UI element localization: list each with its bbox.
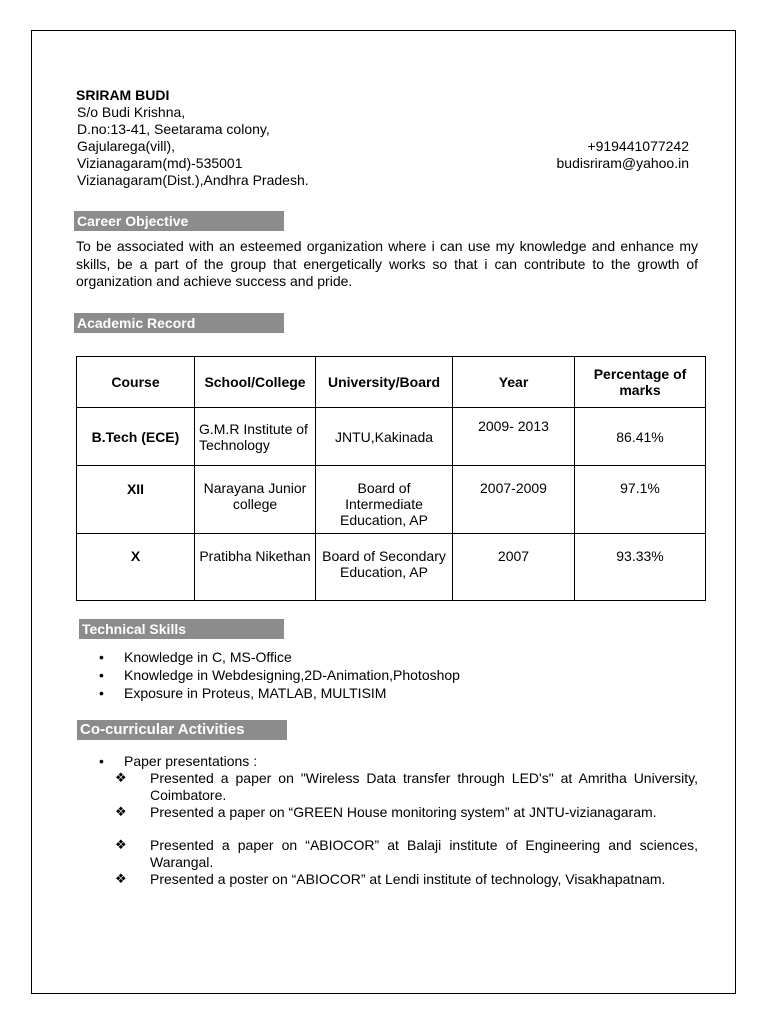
academic-table: [76, 356, 706, 601]
table-cell: 93.33%: [575, 534, 706, 601]
presentation-item: Presented a paper on “ABIOCOR” at Balaji institute of Engineering and sciences, Warangal.: [150, 837, 698, 870]
skill-item: Knowledge in Webdesigning,2D-Animation,Photoshop: [124, 667, 460, 683]
table-cell: Board of Secondary Education, AP: [316, 534, 453, 601]
table-cell: G.M.R Institute of Technology: [195, 408, 316, 466]
candidate-name: SRIRAM BUDI: [76, 87, 170, 103]
diamond-bullet-icon: ❖: [115, 770, 127, 785]
presentation-item: Presented a paper on "Wireless Data transfer through LED's" at Amritha University, Coimbatore.: [150, 770, 698, 803]
table-cell: JNTU,Kakinada: [316, 408, 453, 466]
phone-number: +919441077242: [587, 138, 689, 154]
bullet-icon: •: [99, 685, 104, 701]
bullet-icon: •: [99, 667, 104, 683]
column-header: Year: [453, 357, 575, 408]
table-cell: 2007-2009: [453, 466, 575, 534]
table-row: [77, 466, 706, 534]
academic-record-heading: Academic Record: [74, 313, 284, 333]
diamond-bullet-icon: ❖: [115, 837, 127, 852]
table-cell: Board of Intermediate Education, AP: [316, 466, 453, 534]
column-header: Percentage of marks: [575, 357, 706, 408]
table-cell: Pratibha Nikethan: [195, 534, 316, 601]
address-line: Gajularega(vill),: [77, 138, 176, 154]
skill-item: Exposure in Proteus, MATLAB, MULTISIM: [124, 685, 387, 701]
bullet-icon: •: [99, 753, 104, 769]
address-line: Vizianagaram(md)-535001: [77, 155, 243, 171]
table-cell: 86.41%: [575, 408, 706, 466]
technical-skills-heading: Technical Skills: [79, 619, 284, 639]
co-curricular-heading: Co-curricular Activities: [77, 720, 287, 740]
skill-item: Knowledge in C, MS-Office: [124, 649, 292, 665]
bullet-icon: •: [99, 649, 104, 665]
diamond-bullet-icon: ❖: [115, 804, 127, 819]
column-header: School/College: [195, 357, 316, 408]
career-objective-text: To be associated with an esteemed organization where i can use my knowledge and enhance my skills, be a part of the group that energetically works so that i can contribute to the growth of organization and achieve success and pride.: [76, 238, 698, 289]
table-row: [77, 534, 706, 601]
presentation-item: Presented a paper on “GREEN House monitoring system” at JNTU-vizianagaram.: [150, 804, 657, 820]
table-cell: 97.1%: [575, 466, 706, 534]
table-cell: B.Tech (ECE): [77, 408, 195, 466]
table-cell: 2007: [453, 534, 575, 601]
table-row: [77, 408, 706, 466]
diamond-bullet-icon: ❖: [115, 871, 127, 886]
column-header: University/Board: [316, 357, 453, 408]
career-objective-heading: Career Objective: [74, 211, 284, 231]
column-header: Course: [77, 357, 195, 408]
address-line: S/o Budi Krishna,: [77, 104, 186, 120]
table-cell: XII: [77, 466, 195, 534]
paper-presentations-label: Paper presentations :: [124, 753, 258, 769]
address-line: D.no:13-41, Seetarama colony,: [77, 121, 270, 137]
table-header-row: [77, 357, 706, 408]
address-line: Vizianagaram(Dist.),Andhra Pradesh.: [77, 172, 309, 188]
table-cell: Narayana Junior college: [195, 466, 316, 534]
table-cell: 2009- 2013: [453, 408, 575, 466]
table-cell: X: [77, 534, 195, 601]
email-address: budisriram@yahoo.in: [556, 155, 689, 171]
presentation-item: Presented a poster on “ABIOCOR” at Lendi institute of technology, Visakhapatnam.: [150, 871, 666, 887]
